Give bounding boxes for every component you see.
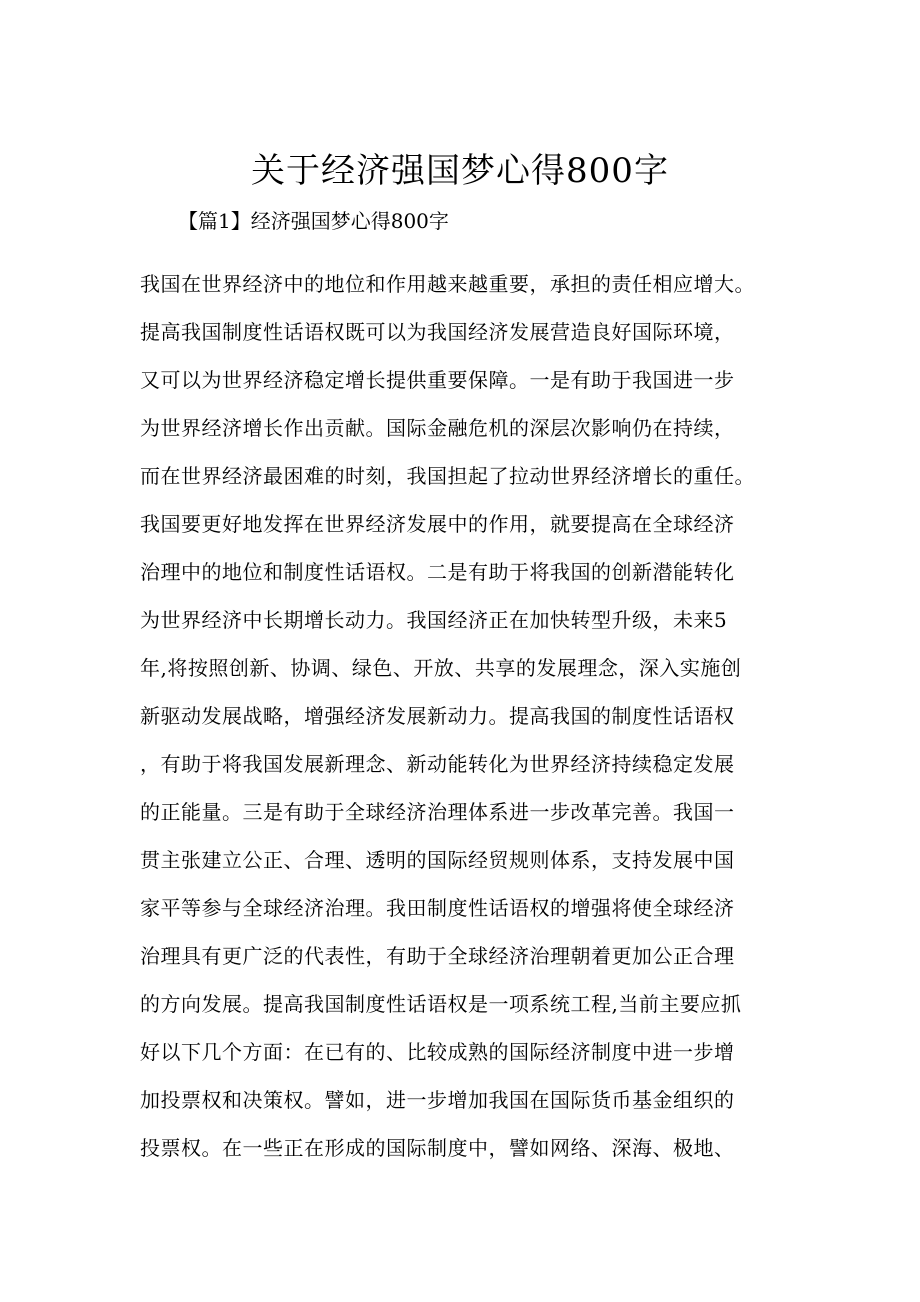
body-line: 而在世界经济最困难的时刻，我国担起了拉动世界经济增长的重任。 — [140, 464, 755, 488]
body-line: 治理中的地位和制度性话语权。二是有助于将我国的创新潜能转化 — [140, 560, 735, 584]
body-line: 为世界经济增长作出贡献。国际金融危机的深层次影响仍在持续， — [140, 416, 735, 440]
body-line: 治理具有更广泛的代表性，有助于全球经济治理朝着更加公正合理 — [140, 944, 735, 968]
body-line: 又可以为世界经济稳定增长提供重要保障。一是有助于我国进一步 — [140, 368, 735, 392]
body-line: 贯主张建立公正、合理、透明的国际经贸规则体系，支持发展中国 — [140, 848, 735, 872]
document-title: 关于经济强国梦心得800字 — [251, 151, 669, 191]
section-heading: 【篇1】经济强国梦心得800字 — [178, 209, 449, 233]
body-line: 的正能量。三是有助于全球经济治理体系进一步改革完善。我国一 — [140, 800, 735, 824]
body-line: 家平等参与全球经济治理。我田制度性话语权的增强将使全球经济 — [140, 896, 735, 920]
body-line: 投票权。在一些正在形成的国际制度中，譬如网络、深海、极地、 — [140, 1136, 735, 1160]
body-line: 加投票权和决策权。譬如，进一步增加我国在国际货币基金组织的 — [140, 1088, 735, 1112]
body-line: 为世界经济中长期增长动力。我国经济正在加快转型升级，未来5 — [140, 608, 728, 632]
body-line: 我国要更好地发挥在世界经济发展中的作用，就要提高在全球经济 — [140, 512, 735, 536]
body-line: 提高我国制度性话语权既可以为我国经济发展营造良好国际环境， — [140, 320, 735, 344]
body-line: 年,将按照创新、协调、绿色、开放、共享的发展理念，深入实施创 — [140, 656, 742, 680]
body-line: 的方向发展。提高我国制度性话语权是一项系统工程,当前主要应抓 — [140, 992, 742, 1016]
body-line: 好以下几个方面：在已有的、比较成熟的国际经济制度中进一步增 — [140, 1040, 735, 1064]
body-line: ，有助于将我国发展新理念、新动能转化为世界经济持续稳定发展 — [140, 752, 735, 776]
body-text — [140, 266, 840, 1178]
body-line: 我国在世界经济中的地位和作用越来越重要，承担的责任相应增大。 — [140, 272, 755, 296]
body-line: 新驱动发展战略，增强经济发展新动力。提高我国的制度性话语权 — [140, 704, 735, 728]
